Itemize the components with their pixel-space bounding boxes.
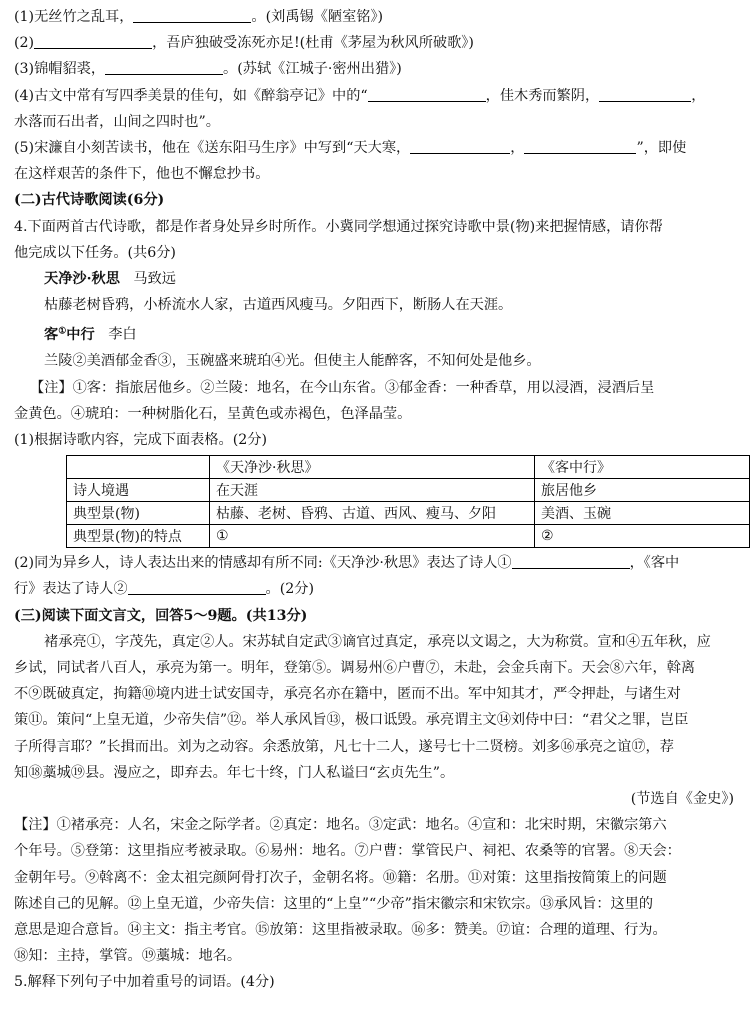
passage-notes-line: 个年号。⑤登第：这里指应考被录取。⑥易州：地名。⑦户曹：掌管民户、祠祀、农桑等的官署。⑧天会： bbox=[14, 843, 681, 860]
question-5-main: 5.解释下列句子中加着重号的词语。(4分) bbox=[14, 974, 275, 991]
poem-2-text: 兰陵②美酒郁金香③，玉碗盛来琥珀④光。但使主人能醉客，不知何处是他乡。 bbox=[44, 353, 541, 370]
answer-blank[interactable] bbox=[512, 553, 630, 569]
poem-1-author: 马致远 bbox=[133, 271, 176, 288]
table-row bbox=[67, 456, 750, 479]
answer-blank[interactable] bbox=[133, 7, 251, 23]
subquestion-2-line-1: (2)同为异乡人，诗人表达出来的情感却有所不同:《天净沙·秋思》表达了诗人① ，《客中 bbox=[14, 555, 680, 572]
question-4-line-2: 水落而石出者，山间之四时也”。 bbox=[14, 113, 220, 130]
poem-2-author: 李白 bbox=[108, 327, 137, 344]
table-cell: 诗人境遇 bbox=[67, 479, 210, 502]
table-row bbox=[67, 502, 750, 525]
question-5-line-2: 在这样艰苦的条件下，他也不懈怠抄书。 bbox=[14, 166, 270, 183]
subquestion-1: (1)根据诗歌内容，完成下面表格。(2分) bbox=[14, 431, 268, 448]
subquestion-2-line-2: 行》表达了诗人② 。(2分) bbox=[14, 581, 314, 598]
question-1: (1)无丝竹之乱耳， 。(刘禹锡《陋室铭》) bbox=[14, 9, 384, 25]
poem-notes-line-1: 【注】①客：指旅居他乡。②兰陵：地名，在今山东省。③郁金香：一种香草，用以浸酒，浸酒后呈 bbox=[30, 379, 655, 396]
table-row bbox=[67, 479, 750, 502]
poem-1-title-line bbox=[14, 266, 738, 292]
poem-1-title: 天净沙·秋思 bbox=[44, 271, 120, 288]
passage-notes-line: 金朝年号。⑨斡离不：金太祖完颜阿骨打次子，金朝名将。⑩籍：名册。⑪对策：这里指按简策上的问题 bbox=[14, 869, 667, 886]
poem-notes-line-2: 金黄色。④琥珀：一种树脂化石，呈黄色或赤褐色，色泽晶莹。 bbox=[14, 405, 412, 422]
question-2: (2) ，吾庐独破受冻死亦足!(杜甫《茅屋为秋风所破歌》) bbox=[14, 35, 474, 52]
answer-blank[interactable] bbox=[128, 579, 266, 595]
poem-1-text: 枯藤老树昏鸦，小桥流水人家，古道西风瘦马。夕阳西下，断肠人在天涯。 bbox=[44, 297, 513, 314]
passage-notes-line: 【注】①褚承亮：人名，宋金之际学者。②真定：地名。③定武：地名。④宣和：北宋时期，宋徽宗第六 bbox=[14, 817, 667, 834]
passage-notes-line: 陈述自己的见解。⑫上皇无道，少帝失信：这里的“上皇”“少帝”指宋徽宗和宋钦宗。⑬承风旨：这里的 bbox=[14, 895, 654, 912]
passage-line: 褚承亮①，字茂先，真定②人。宋苏轼自定武③谪官过真定，承亮以文谒之，大为称赏。宣和④五年秋，应 bbox=[44, 633, 711, 650]
table-cell: 《天净沙·秋思》 bbox=[210, 456, 535, 479]
question-4-line-1: (4)古文中常有写四季美景的佳句，如《醉翁亭记》中的“ ，佳木秀而繁阴， ， bbox=[14, 87, 706, 104]
passage-line: 知⑱藁城⑲县。漫应之，即弃去。年七十终，门人私谥曰“玄贞先生”。 bbox=[14, 764, 455, 781]
passage-notes-line: 意思是迎合意旨。⑭主文：指主考官。⑮放第：这里指被录取。⑯多：赞美。⑰谊：合理的道理、行为。 bbox=[14, 922, 667, 939]
passage-line: 不⑨既破真定，拘籍⑩境内进士试安国寺，承亮名亦在籍中，匿而不出。军中知其才，严令押赴，与诸生对 bbox=[14, 686, 681, 703]
table-cell: 枯藤、老树、昏鸦、古道、西风、瘦马、夕阳 bbox=[210, 502, 535, 525]
table-row bbox=[67, 525, 750, 548]
table-cell: 旅居他乡 bbox=[535, 479, 750, 502]
table-cell: 《客中行》 bbox=[535, 456, 750, 479]
table-cell bbox=[67, 456, 210, 479]
poem-comparison-table bbox=[66, 455, 750, 548]
question-3: (3)锦帽貂裘， 。(苏轼《江城子·密州出猎》) bbox=[14, 61, 402, 78]
answer-blank[interactable] bbox=[410, 138, 510, 154]
answer-blank[interactable] bbox=[34, 33, 152, 49]
answer-blank[interactable] bbox=[368, 86, 486, 102]
table-cell: 在天涯 bbox=[210, 479, 535, 502]
section-3-heading: (三)阅读下面文言文，回答5～9题。(共13分) bbox=[14, 607, 308, 624]
table-cell: 典型景(物)的特点 bbox=[67, 525, 210, 548]
poem-2-title-line bbox=[14, 318, 738, 348]
answer-blank[interactable] bbox=[105, 59, 223, 75]
passage-line: 乡试，同试者八百人，承亮为第一。明年，登第⑤。调易州⑥户曹⑦，未赴，会金兵南下。天会⑧六年，斡离 bbox=[14, 660, 696, 676]
question-5-line-1: (5)宋濂自小刻苦读书，他在《送东阳马生序》中写到“天大寒， ， ”，即使 bbox=[14, 140, 687, 157]
poem-2-title: 客①中行 bbox=[44, 326, 95, 344]
question-4-main-line-2: 他完成以下任务。(共6分) bbox=[14, 244, 176, 261]
passage-source: (节选自《金史》) bbox=[630, 791, 734, 808]
table-cell: 典型景(物) bbox=[67, 502, 210, 525]
table-cell: 美酒、玉碗 bbox=[535, 502, 750, 525]
question-4-main-line-1: 4.下面两首古代诗歌，都是作者身处异乡时所作。小冀同学想通过探究诗歌中景(物)来把握情感，请你帮 bbox=[14, 218, 663, 235]
answer-cell[interactable]: ① bbox=[210, 525, 535, 548]
answer-blank[interactable] bbox=[524, 138, 636, 154]
passage-line: 策⑪。策问“上皇无道，少帝失信”⑫。举人承风旨⑬，极口诋毁。承亮谓主文⑭刘侍中曰：“君父之罪，岂臣 bbox=[14, 712, 689, 729]
section-2-heading: (二)古代诗歌阅读(6分) bbox=[14, 192, 165, 209]
answer-blank[interactable] bbox=[599, 86, 691, 102]
passage-line: 子所得言耶？”长揖而出。刘为之动容。余悉放第，凡七十二人，遂号七十二贤榜。刘多⑯承亮之谊⑰，荐 bbox=[14, 738, 674, 755]
passage-notes-line: ⑱知：主持，掌管。⑲藁城：地名。 bbox=[14, 948, 242, 965]
answer-cell[interactable]: ② bbox=[535, 525, 750, 548]
